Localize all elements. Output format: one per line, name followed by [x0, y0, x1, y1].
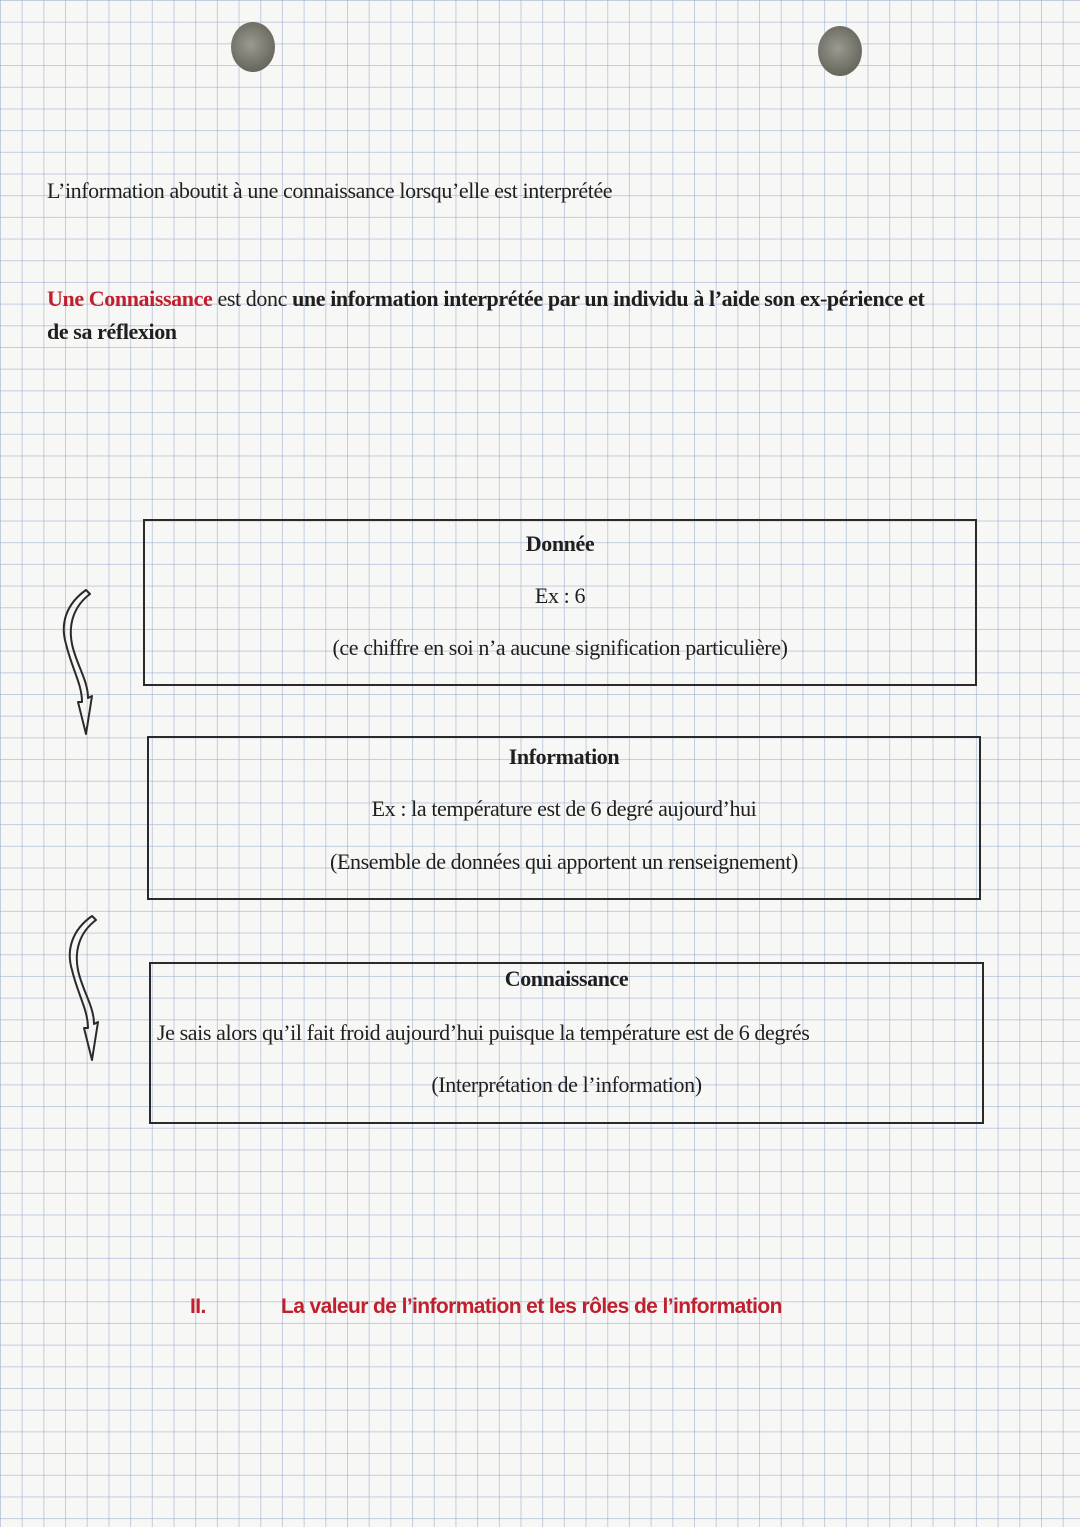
- box-information-note: (Ensemble de données qui apportent un renseignement): [330, 849, 798, 874]
- box-donnee-note: (ce chiffre en soi n’a aucune signification particulière): [332, 635, 788, 660]
- curved-arrow-down-icon: [52, 584, 112, 744]
- box-connaissance: [149, 962, 984, 1124]
- box-information-title: Information: [508, 744, 620, 769]
- section-title: La valeur de l’information et les rôles de l’information: [281, 1295, 782, 1318]
- definition-text: une information interprétée par un individu à l’aide son ex-périence et de sa réflexion: [47, 286, 925, 344]
- box-information-example: Ex : la température est de 6 degré aujourd’hui: [371, 796, 757, 821]
- box-connaissance-title: Connaissance: [504, 966, 629, 991]
- box-connaissance-example: Je sais alors qu’il fait froid aujourd’hui puisque la température est de 6 degrés: [157, 1020, 810, 1045]
- section-number: II.: [190, 1295, 206, 1318]
- box-donnee: [143, 519, 977, 686]
- intro-text: L’information aboutit à une connaissance lorsqu’elle est interprétée: [47, 178, 613, 203]
- box-donnee-example: Ex : 6: [534, 583, 586, 608]
- punch-hole-right: [818, 26, 862, 76]
- box-information: [147, 736, 981, 900]
- definition-connector: est donc: [212, 286, 293, 311]
- curved-arrow-down-icon: [58, 910, 118, 1070]
- box-donnee-title: Donnée: [525, 531, 595, 556]
- punch-hole-left: [231, 22, 275, 72]
- box-connaissance-note: (Interprétation de l’information): [431, 1072, 702, 1097]
- definition-paragraph: [47, 282, 927, 348]
- definition-term: Une Connaissance: [47, 286, 213, 311]
